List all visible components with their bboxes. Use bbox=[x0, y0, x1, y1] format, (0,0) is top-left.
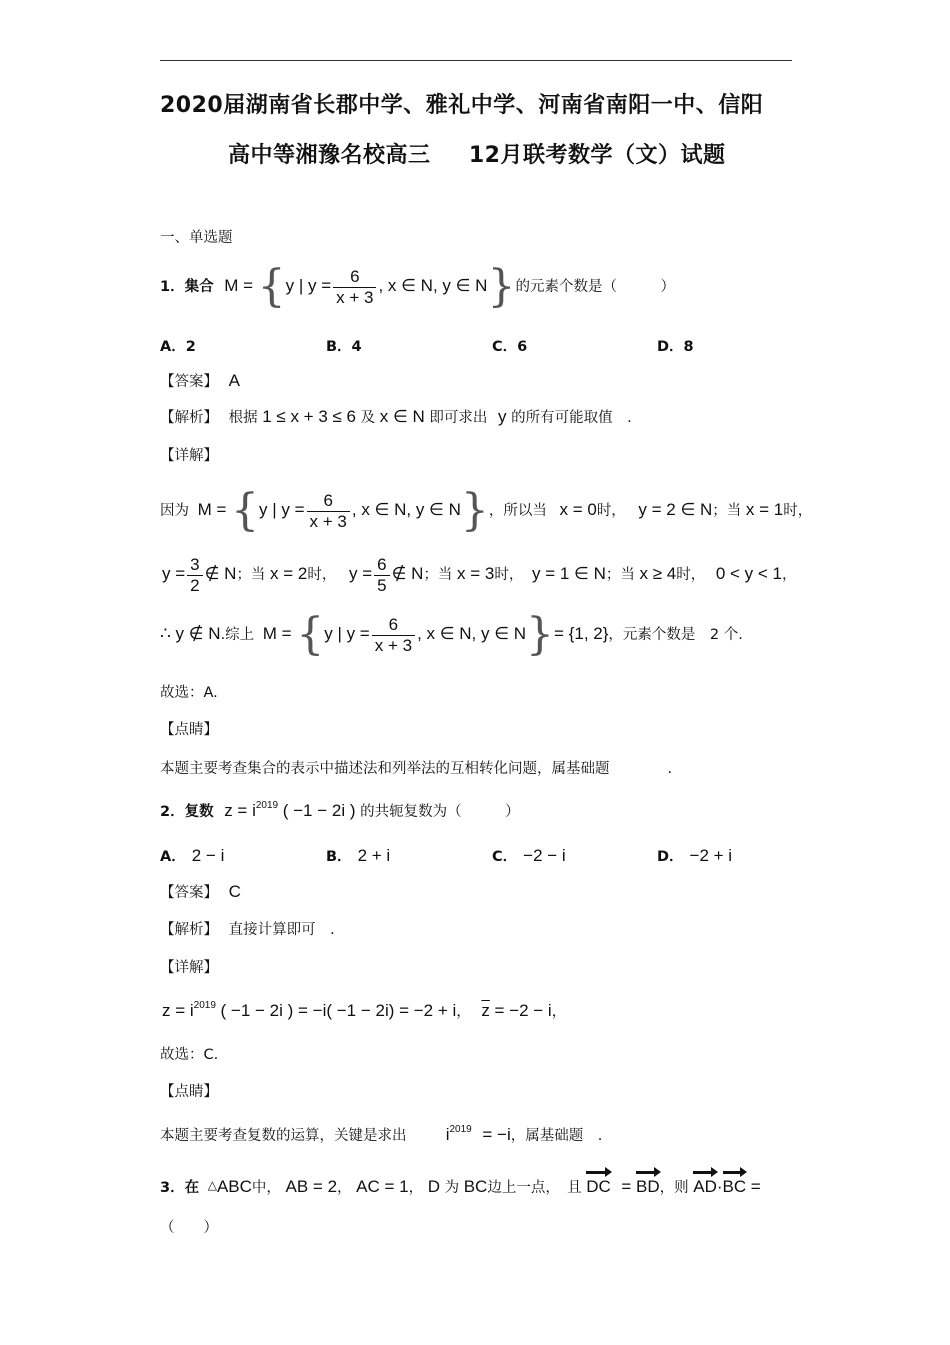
q2-number: 2．复数 bbox=[160, 804, 214, 820]
math: ∉ N bbox=[391, 564, 424, 583]
right-brace: } bbox=[460, 485, 489, 536]
fraction-numerator: 3 bbox=[190, 554, 200, 574]
q1-answer bbox=[160, 370, 240, 391]
text: ；当 bbox=[236, 567, 266, 583]
text: 及 bbox=[360, 410, 376, 426]
math: , x ∈ N, y ∈ N bbox=[351, 500, 461, 519]
option-letter: A． bbox=[160, 849, 186, 865]
right-brace: } bbox=[526, 609, 555, 660]
math: i bbox=[445, 1125, 450, 1144]
math: 0 < y < 1 bbox=[715, 564, 782, 583]
q2-stem bbox=[160, 800, 520, 821]
answer-label: 【答案】 bbox=[160, 374, 218, 390]
q2-option-a bbox=[160, 845, 224, 866]
option-value: 2 − i bbox=[191, 846, 225, 865]
q1-option-c: C．6 bbox=[492, 339, 528, 355]
math: x = 3 bbox=[457, 564, 495, 583]
option-letter: D． bbox=[657, 849, 684, 865]
q2-analysis bbox=[160, 918, 335, 939]
text: 中， bbox=[251, 1180, 281, 1196]
text: 即可求出 bbox=[429, 410, 488, 426]
q2-answer bbox=[160, 881, 241, 902]
vector-bc: BC bbox=[722, 1177, 747, 1196]
option-value: −2 − i bbox=[523, 846, 566, 865]
title-part-a: 高中等湘豫名校高三 bbox=[228, 143, 431, 168]
q1-detail-line-1 bbox=[160, 486, 812, 534]
section-heading: 一、单选题 bbox=[160, 230, 233, 246]
text: ， bbox=[551, 1004, 567, 1020]
math: y = 1 ∈ N bbox=[532, 564, 606, 583]
text: ， bbox=[456, 1004, 471, 1020]
text: 时， bbox=[783, 503, 813, 519]
fraction-denominator: x + 3 bbox=[307, 511, 350, 532]
text: 根据 bbox=[228, 410, 258, 426]
text: 为 bbox=[444, 1180, 460, 1196]
title-part-b: 12月联考数学（文）试题 bbox=[468, 143, 726, 168]
text: 时， bbox=[307, 567, 337, 583]
math: z = i bbox=[224, 801, 256, 820]
fraction bbox=[372, 615, 415, 656]
math: x = 2 bbox=[270, 564, 308, 583]
q1-fraction bbox=[333, 267, 376, 308]
analysis-label: 【解析】 bbox=[160, 410, 218, 426]
text: ；当 bbox=[712, 503, 742, 519]
text: ；当 bbox=[423, 567, 453, 583]
q1-option-b: B．4 bbox=[326, 339, 362, 355]
vector-bd: BD bbox=[636, 1177, 660, 1196]
q1-analysis bbox=[160, 406, 632, 427]
math: ∉ N bbox=[204, 564, 237, 583]
text: ，元素个数是 2 个. bbox=[608, 627, 743, 643]
math: = bbox=[750, 1177, 761, 1196]
q1-set-pre: y | y = bbox=[285, 276, 332, 295]
text: 的所有可能取值 . bbox=[511, 410, 632, 426]
text: ，属基础题 . bbox=[510, 1128, 603, 1144]
math: y | y = bbox=[324, 624, 370, 643]
answer-label: 【答案】 bbox=[160, 885, 218, 901]
text: 时， bbox=[676, 567, 706, 583]
q2-option-c bbox=[492, 845, 566, 866]
text: 因为 bbox=[160, 503, 189, 519]
option-letter: B． bbox=[326, 849, 352, 865]
math: = −i bbox=[482, 1125, 511, 1144]
math: x = 0 bbox=[559, 500, 597, 519]
text: ， bbox=[782, 567, 797, 583]
math: BC bbox=[463, 1177, 488, 1196]
q2-comment bbox=[160, 1124, 602, 1145]
text: 边上一点， 且 bbox=[487, 1180, 582, 1196]
analysis-label: 【解析】 bbox=[160, 922, 218, 938]
text: ；当 bbox=[605, 567, 635, 583]
math: y bbox=[498, 407, 507, 426]
math: = bbox=[621, 1177, 637, 1196]
math-conjugate: $\overline{z}$ bbox=[481, 1001, 490, 1020]
q1-comment: 本题主要考查集合的表示中描述法和列举法的互相转化问题，属基础题 . bbox=[160, 761, 673, 777]
text: ，所以当 bbox=[488, 503, 547, 519]
header-rule bbox=[160, 60, 792, 61]
math: y = bbox=[349, 564, 373, 583]
math: y | y = bbox=[259, 500, 305, 519]
text: 直接计算即可 . bbox=[228, 922, 335, 938]
math: ∴ y ∉ N bbox=[160, 624, 221, 643]
math: 1 ≤ x + 3 ≤ 6 bbox=[262, 407, 357, 426]
math: x = 1 bbox=[745, 500, 784, 519]
math: = {1, 2} bbox=[554, 624, 609, 643]
q1-detail-line-2 bbox=[162, 550, 797, 598]
triangle-icon: △ bbox=[207, 1178, 217, 1192]
fraction-denominator: 2 bbox=[187, 575, 202, 596]
left-brace: { bbox=[257, 261, 286, 312]
q1-stem-tail: 的元素个数是（ ） bbox=[515, 279, 675, 295]
math: AB = 2 bbox=[285, 1177, 338, 1196]
math: y = 2 ∈ N bbox=[638, 500, 713, 519]
fraction bbox=[307, 491, 350, 532]
vector-ad: AD bbox=[693, 1177, 717, 1196]
left-brace: { bbox=[231, 485, 260, 536]
math: M = bbox=[262, 624, 292, 643]
math: y = bbox=[162, 564, 186, 583]
fraction-numerator: 6 bbox=[388, 614, 399, 634]
text: ， bbox=[337, 1180, 352, 1196]
text: 的共轭复数为（ ） bbox=[360, 804, 520, 820]
fraction-numerator: 6 bbox=[350, 266, 360, 286]
math: , x ∈ N, y ∈ N bbox=[417, 624, 527, 643]
fraction-denominator: 5 bbox=[374, 575, 389, 596]
q1-set-post: , x ∈ N, y ∈ N bbox=[378, 276, 488, 295]
math: · bbox=[716, 1177, 723, 1196]
exponent: 2019 bbox=[255, 800, 279, 811]
exponent: 2019 bbox=[449, 1124, 472, 1135]
fraction-numerator: 6 bbox=[323, 490, 333, 510]
answer-value: C bbox=[228, 882, 241, 901]
option-letter: C． bbox=[492, 849, 518, 865]
math: z = i bbox=[162, 1001, 194, 1020]
q2-detail-line bbox=[162, 1000, 566, 1021]
text: ，则 bbox=[659, 1180, 689, 1196]
q1-detail-label: 【详解】 bbox=[160, 448, 218, 464]
fraction bbox=[374, 555, 389, 596]
q2-detail-label: 【详解】 bbox=[160, 960, 218, 976]
math: D bbox=[427, 1177, 440, 1196]
text: 本题主要考查复数的运算，关键是求出 bbox=[160, 1128, 407, 1144]
exponent: 2019 bbox=[193, 1000, 216, 1011]
left-brace: { bbox=[296, 609, 325, 660]
vector-dc: DC bbox=[586, 1177, 611, 1196]
option-value: −2 + i bbox=[689, 846, 733, 865]
q2-comment-label: 【点睛】 bbox=[160, 1084, 218, 1100]
q1-detail-line-3 bbox=[160, 610, 743, 658]
text: 时， bbox=[494, 567, 524, 583]
q1-choose: 故选：A. bbox=[160, 685, 218, 701]
math: = −2 − i bbox=[494, 1001, 552, 1020]
q2-option-b bbox=[326, 845, 390, 866]
q1-option-a: A．2 bbox=[160, 339, 196, 355]
fraction-denominator: x + 3 bbox=[333, 287, 376, 308]
page-title-line-1: 2020届湖南省长郡中学、雅礼中学、河南省南阳一中、信阳 bbox=[160, 93, 764, 118]
option-value: 2 + i bbox=[357, 846, 391, 865]
math: x ∈ N bbox=[379, 407, 425, 426]
q1-stem bbox=[160, 262, 675, 310]
text: 时， bbox=[596, 503, 626, 519]
fraction bbox=[187, 555, 202, 596]
q1-option-d: D．8 bbox=[657, 339, 694, 355]
q1-number: 1．集合 bbox=[160, 279, 214, 295]
text: .综上 bbox=[220, 627, 255, 643]
math: ( −1 − 2i ) bbox=[282, 801, 356, 820]
math: ( −1 − 2i ) = −i( −1 − 2i) = −2 + i bbox=[220, 1001, 457, 1020]
q3-stem bbox=[160, 1176, 761, 1197]
answer-value: A bbox=[228, 371, 240, 390]
math: x ≥ 4 bbox=[639, 564, 677, 583]
right-brace: } bbox=[487, 261, 516, 312]
q1-comment-label: 【点睛】 bbox=[160, 722, 218, 738]
fraction-denominator: x + 3 bbox=[372, 635, 415, 656]
q2-choose: 故选：C. bbox=[160, 1047, 219, 1063]
page-title-line-2 bbox=[228, 138, 725, 169]
q3-answer-blank: （ ） bbox=[160, 1220, 218, 1236]
math: M = bbox=[197, 500, 227, 519]
q3-number: 3．在 bbox=[160, 1180, 200, 1196]
q2-option-d bbox=[657, 845, 732, 866]
fraction-numerator: 6 bbox=[377, 554, 387, 574]
text: ， bbox=[408, 1180, 424, 1196]
q1-set-name: M = bbox=[224, 276, 254, 295]
math: AC = 1 bbox=[356, 1177, 409, 1196]
math: ABC bbox=[216, 1177, 252, 1196]
